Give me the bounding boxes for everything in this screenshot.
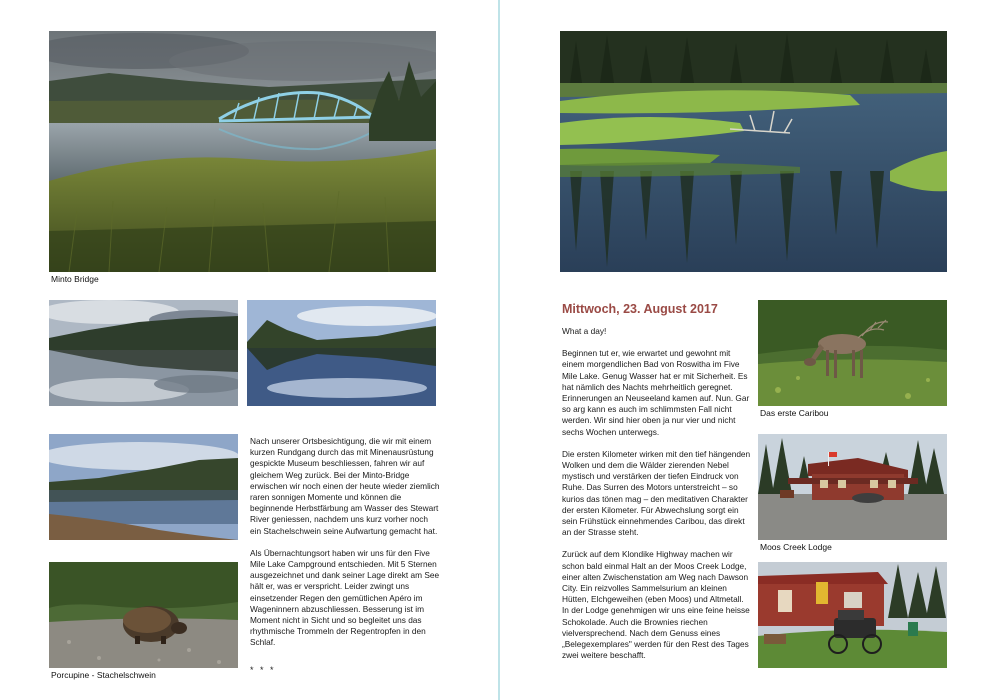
day-heading: Mittwoch, 23. August 2017 xyxy=(562,302,718,316)
riverbank-photo xyxy=(49,434,238,540)
right-page xyxy=(500,0,1000,700)
intro-line: What a day! xyxy=(562,326,607,336)
porcupine-photo xyxy=(49,562,238,668)
left-paragraph-2: Als Übernachtungsort haben wir uns für den Five Mile Lake Campground entschieden. Mit 5 Sternen ausgezeichnet und dank seiner Lage direkt am See hält er, was er verspricht. Leider zwingt uns einsetzender Regen den gemütlichen Apéro im Wageninnern abzuschliessen. Besserung ist im Moment nicht in Sicht und so begleitet uns das rhythmische Trommeln der Regentropfen in den Schlaf. xyxy=(250,547,440,648)
section-separator: * * * xyxy=(250,665,276,675)
moos-creek-lodge-photo xyxy=(758,434,947,540)
caribou-photo xyxy=(758,300,947,406)
lake-reflection-photo-1 xyxy=(49,300,238,406)
lodge-caption: Moos Creek Lodge xyxy=(760,542,832,552)
lake-reflection-photo-2 xyxy=(247,300,436,406)
right-paragraph-2: Die ersten Kilometer wirken mit den tief hängenden Wolken und dem die Wälder zierenden Nebel mystisch und verstärken der tiefen Eindruck von Ruhe. Das Surren des Motors unterstreicht – so kurios das tönen mag – den meditativen Charakter der ersten Kilometer. Für Abwechslung sorgt ein sein Frühstück einnehmendes Caribou, das direkt an der Strasse steht. xyxy=(562,448,751,538)
right-paragraph-3: Zurück auf dem Klondike Highway machen wir schon bald einmal Halt an der Moos Creek Lodge, einer alten Zwischenstation am Weg nach Dawson City. Ein reizvolles Sammelsurium an kleinen Hütten, Elchgeweihen (eben Moos) und Altmetall. In der Lodge genehmigen wir uns eine feine heisse Schokolade. Auch die Brownies riechen vielversprechend. Nach dem Genuss eines „Belegexemplares" werden für den Rest des Tages zwei weitere beschafft. xyxy=(562,549,750,661)
lodge-details-photo xyxy=(758,562,947,668)
left-paragraph-1: Nach unserer Ortsbesichtigung, die wir mit einem kurzen Rundgang durch das mit Minenausrüstung gespickte Museum beschliessen, fahren wir auf gleichem Weg zurück. Bei der Minto-Bridge erwischen wir noch einen der heute wieder ziemlich raren sonnigen Momente und können die beginnende Herbstfärbung am Wasser des Stewart River geniessen, nachdem uns kurz vorher noch ein Stachelschwein seine Aufwartung gemacht hat. xyxy=(250,436,440,536)
right-paragraph-1: Beginnen tut er, wie erwartet und gewohnt mit einem morgendlichen Bad von Roswitha im Five Mile Lake. Genug Wasser hat er mit Sicherheit. Es hat nämlich des Nachts mehrheitlich geregnet. Erinnerungen an Neuseeland kamen auf. Nun. Gar so arg kann es auch im schlimmsten Fall nicht werden. Wir sind hier oben ja nur vier und nicht sechs Wochen unterwegs. xyxy=(562,348,750,437)
porcupine-caption: Porcupine - Stachelschwein xyxy=(51,670,156,680)
minto-bridge-photo xyxy=(49,31,436,272)
five-mile-lake-photo xyxy=(560,31,947,272)
caribou-caption: Das erste Caribou xyxy=(760,408,829,418)
minto-bridge-caption: Minto Bridge xyxy=(51,274,99,284)
left-body-text xyxy=(250,436,440,660)
right-body-text xyxy=(562,326,752,672)
